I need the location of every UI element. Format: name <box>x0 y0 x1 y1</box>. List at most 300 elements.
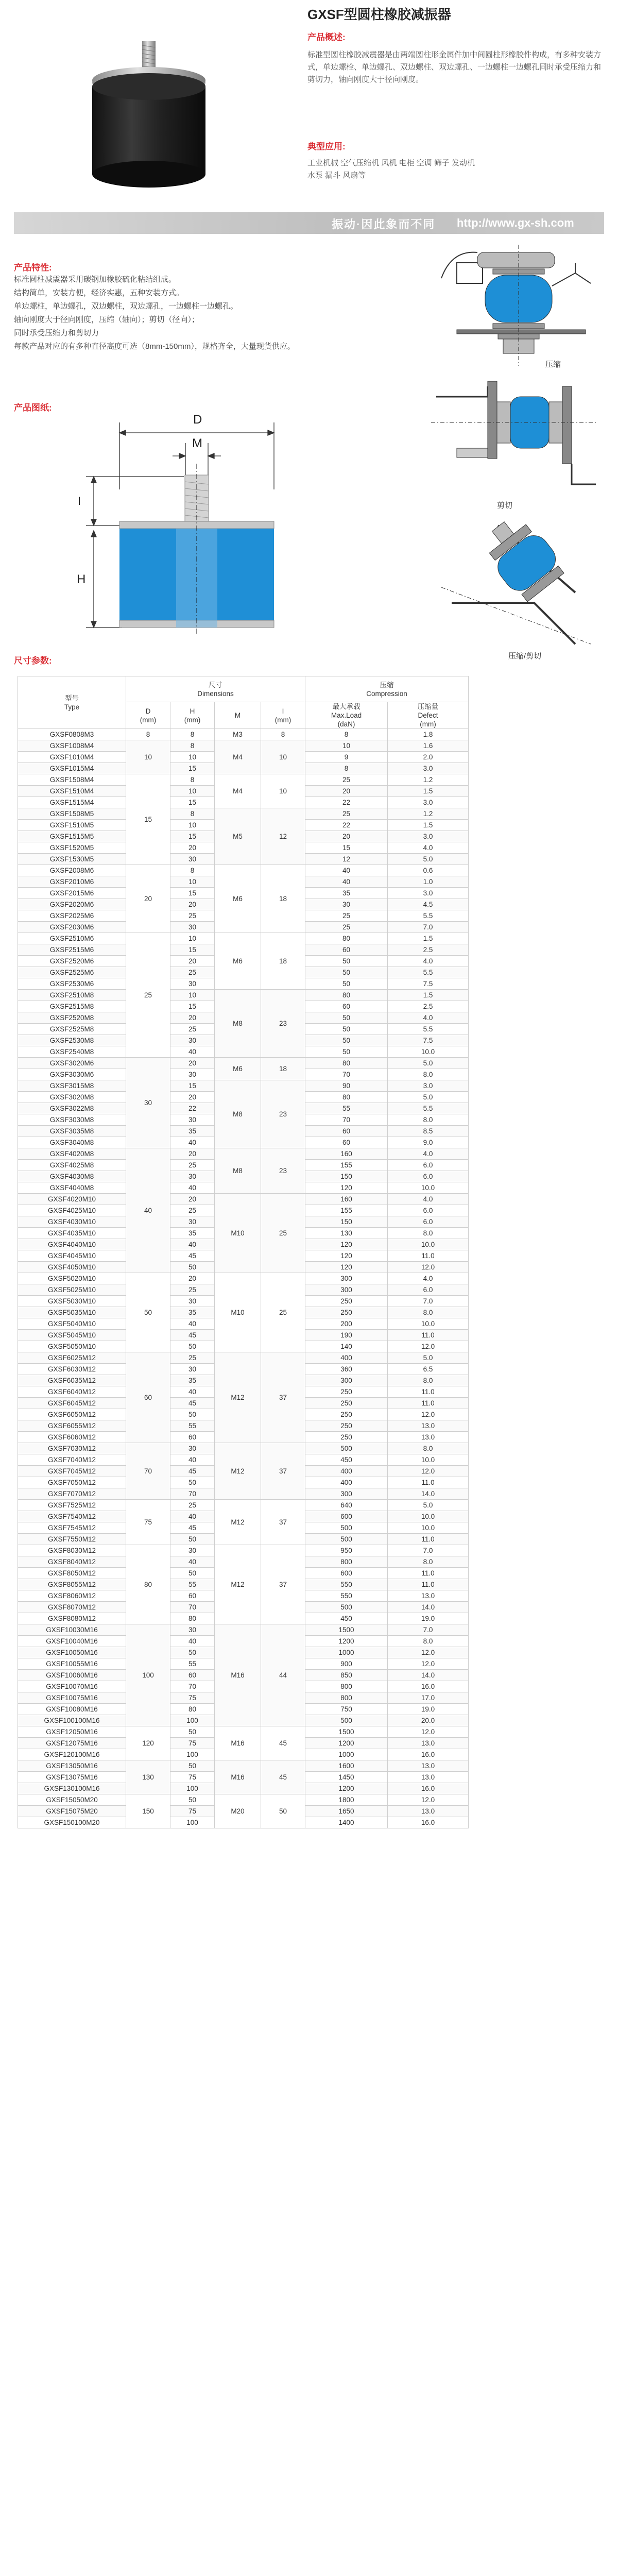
cell-model: GXSF120100M16 <box>18 1749 126 1760</box>
cell-H: 30 <box>170 922 215 933</box>
parameter-table-body <box>18 729 469 1828</box>
cell-deflection: 4.5 <box>388 899 469 910</box>
cell-deflection: 8.0 <box>388 1443 469 1454</box>
cell-I: 45 <box>261 1726 305 1760</box>
cell-deflection: 6.0 <box>388 1171 469 1182</box>
cell-deflection: 12.0 <box>388 1409 469 1420</box>
cell-load: 400 <box>305 1352 388 1364</box>
cell-I: 18 <box>261 1058 305 1080</box>
cell-D: 75 <box>126 1500 170 1545</box>
cell-model: GXSF4025M8 <box>18 1160 126 1171</box>
table-row <box>18 1794 469 1806</box>
cell-load: 50 <box>305 967 388 978</box>
cell-model: GXSF13075M16 <box>18 1772 126 1783</box>
parameter-table <box>18 676 469 1828</box>
cell-load: 50 <box>305 1035 388 1046</box>
cell-model: GXSF2530M6 <box>18 978 126 990</box>
cell-deflection: 16.0 <box>388 1749 469 1760</box>
cell-load: 1000 <box>305 1647 388 1658</box>
cell-model: GXSF10080M16 <box>18 1704 126 1715</box>
cell-load: 500 <box>305 1534 388 1545</box>
compression-label: 压缩 <box>545 360 561 369</box>
cell-load: 50 <box>305 1046 388 1058</box>
cell-deflection: 12.0 <box>388 1647 469 1658</box>
cell-load: 70 <box>305 1069 388 1080</box>
cell-H: 70 <box>170 1681 215 1692</box>
feature-line: 轴向刚度大于径向刚度，压缩（轴向）；剪切（径向）； <box>14 315 200 324</box>
col-header-dimensions <box>126 676 305 702</box>
cell-deflection: 9.0 <box>388 1137 469 1148</box>
cell-model: GXSF3035M8 <box>18 1126 126 1137</box>
shear-label: 剪切 <box>497 501 513 510</box>
cell-load: 150 <box>305 1216 388 1228</box>
cell-deflection: 6.0 <box>388 1160 469 1171</box>
cell-deflection: 12.0 <box>388 1794 469 1806</box>
cell-M: M6 <box>215 865 261 933</box>
cell-I: 23 <box>261 1148 305 1194</box>
cell-M: M6 <box>215 933 261 990</box>
cell-H: 20 <box>170 1012 215 1024</box>
cell-deflection: 4.0 <box>388 1148 469 1160</box>
cell-model: GXSF8040M12 <box>18 1556 126 1568</box>
cell-model: GXSF4050M10 <box>18 1262 126 1273</box>
cell-deflection: 5.5 <box>388 1024 469 1035</box>
cell-H: 40 <box>170 1182 215 1194</box>
cell-load: 8 <box>305 763 388 774</box>
cell-model: GXSF2520M6 <box>18 956 126 967</box>
cell-H: 8 <box>170 740 215 752</box>
cell-deflection: 12.0 <box>388 1262 469 1273</box>
cell-H: 25 <box>170 1500 215 1511</box>
cell-deflection: 3.0 <box>388 763 469 774</box>
cell-H: 50 <box>170 1726 215 1738</box>
cell-load: 500 <box>305 1715 388 1726</box>
cell-H: 75 <box>170 1738 215 1749</box>
cell-H: 40 <box>170 1239 215 1250</box>
cell-H: 60 <box>170 1432 215 1443</box>
cell-model: GXSF10050M16 <box>18 1647 126 1658</box>
cell-load: 80 <box>305 1058 388 1069</box>
cell-load: 500 <box>305 1443 388 1454</box>
cell-deflection: 11.0 <box>388 1534 469 1545</box>
cell-model: GXSF1515M4 <box>18 797 126 808</box>
cell-D: 10 <box>126 740 170 774</box>
cell-load: 1400 <box>305 1817 388 1828</box>
cell-deflection: 3.0 <box>388 797 469 808</box>
cell-H: 15 <box>170 1001 215 1012</box>
cell-load: 50 <box>305 1024 388 1035</box>
cell-deflection: 11.0 <box>388 1250 469 1262</box>
cell-load: 950 <box>305 1545 388 1556</box>
product-title: GXSF型圆柱橡胶减振器 <box>307 7 451 22</box>
cell-H: 55 <box>170 1579 215 1590</box>
cell-load: 1500 <box>305 1624 388 1636</box>
cell-load: 35 <box>305 888 388 899</box>
cell-I: 25 <box>261 1194 305 1273</box>
cell-deflection: 10.0 <box>388 1522 469 1534</box>
cell-load: 60 <box>305 1126 388 1137</box>
cell-deflection: 2.5 <box>388 944 469 956</box>
cell-model: GXSF3020M8 <box>18 1092 126 1103</box>
cell-deflection: 5.5 <box>388 910 469 922</box>
cell-model: GXSF4030M10 <box>18 1216 126 1228</box>
cell-model: GXSF1008M4 <box>18 740 126 752</box>
cell-load: 60 <box>305 944 388 956</box>
cell-H: 40 <box>170 1137 215 1148</box>
cell-H: 100 <box>170 1783 215 1794</box>
cell-deflection: 16.0 <box>388 1817 469 1828</box>
cell-deflection: 14.0 <box>388 1602 469 1613</box>
cell-model: GXSF15075M20 <box>18 1806 126 1817</box>
cell-H: 80 <box>170 1613 215 1624</box>
cell-D: 120 <box>126 1726 170 1760</box>
cell-load: 300 <box>305 1488 388 1500</box>
cell-load: 250 <box>305 1398 388 1409</box>
cell-I: 44 <box>261 1624 305 1726</box>
cell-model: GXSF10030M16 <box>18 1624 126 1636</box>
cell-model: GXSF12050M16 <box>18 1726 126 1738</box>
cell-deflection: 10.0 <box>388 1454 469 1466</box>
cell-load: 50 <box>305 1012 388 1024</box>
page <box>14 0 604 1826</box>
cell-H: 20 <box>170 1273 215 1284</box>
cell-load: 40 <box>305 876 388 888</box>
col-header-M <box>215 702 261 729</box>
dim-label-D: D <box>193 413 202 427</box>
cell-H: 30 <box>170 1296 215 1307</box>
cell-model: GXSF3022M8 <box>18 1103 126 1114</box>
cell-H: 30 <box>170 1114 215 1126</box>
cell-H: 30 <box>170 854 215 865</box>
cell-M: M4 <box>215 740 261 774</box>
cell-H: 20 <box>170 899 215 910</box>
cell-model: GXSF7540M12 <box>18 1511 126 1522</box>
table-row <box>18 740 469 752</box>
cell-model: GXSF7545M12 <box>18 1522 126 1534</box>
cell-deflection: 11.0 <box>388 1568 469 1579</box>
cell-model: GXSF4045M10 <box>18 1250 126 1262</box>
cell-model: GXSF1530M5 <box>18 854 126 865</box>
cell-I: 37 <box>261 1443 305 1500</box>
cell-model: GXSF1015M4 <box>18 763 126 774</box>
table-row <box>18 1545 469 1556</box>
cell-model: GXSF2520M8 <box>18 1012 126 1024</box>
cell-H: 40 <box>170 1318 215 1330</box>
cell-deflection: 16.0 <box>388 1681 469 1692</box>
cell-load: 250 <box>305 1409 388 1420</box>
cell-load: 600 <box>305 1511 388 1522</box>
cell-model: GXSF12075M16 <box>18 1738 126 1749</box>
compression-diagram <box>421 242 604 371</box>
cell-model: GXSF7050M12 <box>18 1477 126 1488</box>
cell-deflection: 10.0 <box>388 1239 469 1250</box>
cell-deflection: 5.5 <box>388 967 469 978</box>
cell-load: 160 <box>305 1148 388 1160</box>
feature-line: 每款产品对应的有多种直径高度可选（8mm-150mm），规格齐全，大量现货供应。 <box>14 342 295 351</box>
cell-model: GXSF150100M20 <box>18 1817 126 1828</box>
cell-model: GXSF8055M12 <box>18 1579 126 1590</box>
cell-load: 200 <box>305 1318 388 1330</box>
table-row <box>18 1726 469 1738</box>
cell-load: 550 <box>305 1590 388 1602</box>
cell-deflection: 12.0 <box>388 1726 469 1738</box>
cell-H: 50 <box>170 1647 215 1658</box>
cell-H: 40 <box>170 1386 215 1398</box>
cell-M: M20 <box>215 1794 261 1828</box>
cell-deflection: 1.2 <box>388 774 469 786</box>
cell-load: 60 <box>305 1001 388 1012</box>
cell-load: 60 <box>305 1137 388 1148</box>
cell-model: GXSF2020M6 <box>18 899 126 910</box>
cell-deflection: 2.5 <box>388 1001 469 1012</box>
cell-deflection: 13.0 <box>388 1738 469 1749</box>
cell-load: 12 <box>305 854 388 865</box>
combined-label: 压缩/剪切 <box>508 652 542 660</box>
cell-load: 1800 <box>305 1794 388 1806</box>
overview-section <box>307 30 601 86</box>
cell-D: 8 <box>126 729 170 740</box>
cell-model: GXSF2510M8 <box>18 990 126 1001</box>
cell-deflection: 8.0 <box>388 1114 469 1126</box>
cell-D: 60 <box>126 1352 170 1443</box>
slogan-banner <box>14 212 604 234</box>
cell-model: GXSF2530M8 <box>18 1035 126 1046</box>
cell-load: 155 <box>305 1160 388 1171</box>
cell-H: 30 <box>170 1069 215 1080</box>
cell-load: 550 <box>305 1579 388 1590</box>
cell-model: GXSF7040M12 <box>18 1454 126 1466</box>
cell-load: 400 <box>305 1477 388 1488</box>
cell-model: GXSF6030M12 <box>18 1364 126 1375</box>
cell-load: 120 <box>305 1239 388 1250</box>
cell-H: 20 <box>170 956 215 967</box>
cell-deflection: 1.6 <box>388 740 469 752</box>
cell-model: GXSF5020M10 <box>18 1273 126 1284</box>
cell-model: GXSF6055M12 <box>18 1420 126 1432</box>
cell-model: GXSF7525M12 <box>18 1500 126 1511</box>
cell-model: GXSF3020M6 <box>18 1058 126 1069</box>
cell-H: 25 <box>170 1024 215 1035</box>
banner-url[interactable]: http://www.gx-sh.com <box>457 216 574 229</box>
cell-model: GXSF1520M5 <box>18 842 126 854</box>
cell-H: 35 <box>170 1307 215 1318</box>
cell-model: GXSF7070M12 <box>18 1488 126 1500</box>
cell-deflection: 10.0 <box>388 1511 469 1522</box>
dim-label-H: H <box>77 572 86 586</box>
cell-model: GXSF1508M5 <box>18 808 126 820</box>
cell-deflection: 13.0 <box>388 1760 469 1772</box>
cell-deflection: 10.0 <box>388 1046 469 1058</box>
cell-H: 20 <box>170 1092 215 1103</box>
cell-load: 600 <box>305 1568 388 1579</box>
cell-model: GXSF100100M16 <box>18 1715 126 1726</box>
cell-load: 160 <box>305 1194 388 1205</box>
cell-load: 9 <box>305 752 388 763</box>
cell-load: 500 <box>305 1602 388 1613</box>
cell-load: 140 <box>305 1341 388 1352</box>
cell-load: 80 <box>305 990 388 1001</box>
cell-load: 22 <box>305 820 388 831</box>
cell-model: GXSF2510M6 <box>18 933 126 944</box>
cell-model: GXSF8030M12 <box>18 1545 126 1556</box>
cell-load: 120 <box>305 1182 388 1194</box>
cell-load: 190 <box>305 1330 388 1341</box>
cell-model: GXSF130100M16 <box>18 1783 126 1794</box>
cell-deflection: 4.0 <box>388 956 469 967</box>
table-row <box>18 1058 469 1069</box>
cell-I: 12 <box>261 808 305 865</box>
cell-deflection: 7.0 <box>388 1545 469 1556</box>
cell-H: 100 <box>170 1715 215 1726</box>
cell-load: 400 <box>305 1466 388 1477</box>
table-row <box>18 1500 469 1511</box>
cell-model: GXSF10070M16 <box>18 1681 126 1692</box>
feature-line: 标准圆柱减震器采用碳钢加橡胶硫化粘结组成。 <box>14 275 177 284</box>
cell-H: 35 <box>170 1228 215 1239</box>
cell-H: 10 <box>170 820 215 831</box>
table-row <box>18 1080 469 1092</box>
cell-deflection: 7.0 <box>388 1296 469 1307</box>
cell-model: GXSF1515M5 <box>18 831 126 842</box>
cell-model: GXSF10055M16 <box>18 1658 126 1670</box>
overview-heading: 产品概述: <box>307 32 346 42</box>
cell-load: 750 <box>305 1704 388 1715</box>
cell-H: 50 <box>170 1262 215 1273</box>
cell-deflection: 3.0 <box>388 1080 469 1092</box>
cell-deflection: 19.0 <box>388 1613 469 1624</box>
cell-deflection: 11.0 <box>388 1477 469 1488</box>
cell-deflection: 1.5 <box>388 786 469 797</box>
cell-model: GXSF2025M6 <box>18 910 126 922</box>
table-row <box>18 774 469 786</box>
cell-model: GXSF5045M10 <box>18 1330 126 1341</box>
cell-load: 155 <box>305 1205 388 1216</box>
cell-load: 1500 <box>305 1726 388 1738</box>
cell-D: 25 <box>126 933 170 1058</box>
cell-H: 10 <box>170 876 215 888</box>
cell-model: GXSF3030M6 <box>18 1069 126 1080</box>
cell-I: 45 <box>261 1760 305 1794</box>
cell-load: 10 <box>305 740 388 752</box>
feature-line: 单边螺柱，单边螺孔，双边螺柱，双边螺孔，一边螺柱一边螺孔。 <box>14 302 238 311</box>
cell-model: GXSF7550M12 <box>18 1534 126 1545</box>
cell-H: 75 <box>170 1692 215 1704</box>
cell-load: 80 <box>305 933 388 944</box>
cell-H: 30 <box>170 1624 215 1636</box>
cell-D: 80 <box>126 1545 170 1624</box>
cell-load: 8 <box>305 729 388 740</box>
cell-I: 18 <box>261 933 305 990</box>
cell-model: GXSF8060M12 <box>18 1590 126 1602</box>
cell-M: M16 <box>215 1624 261 1726</box>
cell-deflection: 4.0 <box>388 1012 469 1024</box>
features-heading: 产品特性: <box>14 263 52 273</box>
cell-model: GXSF10060M16 <box>18 1670 126 1681</box>
cell-model: GXSF1010M4 <box>18 752 126 763</box>
cell-H: 10 <box>170 752 215 763</box>
cell-load: 25 <box>305 774 388 786</box>
col-defl-text: 压缩量 Defect (mm) <box>417 703 439 728</box>
cell-deflection: 8.0 <box>388 1069 469 1080</box>
cell-H: 45 <box>170 1522 215 1534</box>
head-compression-text: 压缩 Compression <box>366 681 407 698</box>
cell-H: 30 <box>170 1035 215 1046</box>
shear-diagram <box>426 371 601 510</box>
cell-I: 10 <box>261 740 305 774</box>
cell-M: M6 <box>215 1058 261 1080</box>
cell-model: GXSF2515M6 <box>18 944 126 956</box>
cell-load: 250 <box>305 1307 388 1318</box>
col-header-I <box>261 702 305 729</box>
cell-deflection: 14.0 <box>388 1670 469 1681</box>
cell-deflection: 2.0 <box>388 752 469 763</box>
cell-deflection: 1.0 <box>388 876 469 888</box>
cell-H: 8 <box>170 729 215 740</box>
head-dimensions-text: 尺寸 Dimensions <box>197 681 234 698</box>
cell-H: 30 <box>170 1171 215 1182</box>
cell-M: M8 <box>215 1080 261 1148</box>
cell-load: 1200 <box>305 1783 388 1794</box>
cell-load: 70 <box>305 1114 388 1126</box>
cell-deflection: 8.0 <box>388 1375 469 1386</box>
cell-H: 35 <box>170 1375 215 1386</box>
cell-load: 1200 <box>305 1636 388 1647</box>
cell-I: 18 <box>261 865 305 933</box>
cell-model: GXSF4020M8 <box>18 1148 126 1160</box>
cell-model: GXSF6035M12 <box>18 1375 126 1386</box>
cell-deflection: 12.0 <box>388 1466 469 1477</box>
cell-M: M8 <box>215 990 261 1058</box>
cell-deflection: 13.0 <box>388 1420 469 1432</box>
cell-load: 25 <box>305 922 388 933</box>
cell-model: GXSF5025M10 <box>18 1284 126 1296</box>
cell-H: 25 <box>170 1205 215 1216</box>
cell-M: M12 <box>215 1545 261 1624</box>
cell-model: GXSF3030M8 <box>18 1114 126 1126</box>
cell-load: 300 <box>305 1284 388 1296</box>
table-row <box>18 1352 469 1364</box>
cell-load: 450 <box>305 1454 388 1466</box>
cell-load: 120 <box>305 1262 388 1273</box>
cell-model: GXSF7030M12 <box>18 1443 126 1454</box>
cell-deflection: 6.0 <box>388 1216 469 1228</box>
cell-H: 30 <box>170 1443 215 1454</box>
cell-D: 20 <box>126 865 170 933</box>
cell-H: 40 <box>170 1636 215 1647</box>
cell-H: 30 <box>170 1216 215 1228</box>
combined-diagram <box>421 510 604 654</box>
cell-H: 100 <box>170 1749 215 1760</box>
cell-deflection: 20.0 <box>388 1715 469 1726</box>
cell-H: 60 <box>170 1590 215 1602</box>
cell-load: 300 <box>305 1273 388 1284</box>
cell-load: 900 <box>305 1658 388 1670</box>
cell-load: 360 <box>305 1364 388 1375</box>
cell-deflection: 10.0 <box>388 1318 469 1330</box>
dim-label-M: M <box>192 436 202 450</box>
cell-deflection: 1.5 <box>388 820 469 831</box>
cell-deflection: 8.0 <box>388 1636 469 1647</box>
dim-label-I: I <box>78 495 81 507</box>
cell-H: 75 <box>170 1772 215 1783</box>
col-header-D <box>126 702 170 729</box>
params-heading: 尺寸参数: <box>14 656 52 666</box>
cell-model: GXSF10040M16 <box>18 1636 126 1647</box>
cell-load: 500 <box>305 1522 388 1534</box>
cell-M: M12 <box>215 1352 261 1443</box>
cell-load: 50 <box>305 956 388 967</box>
cell-M: M8 <box>215 1148 261 1194</box>
